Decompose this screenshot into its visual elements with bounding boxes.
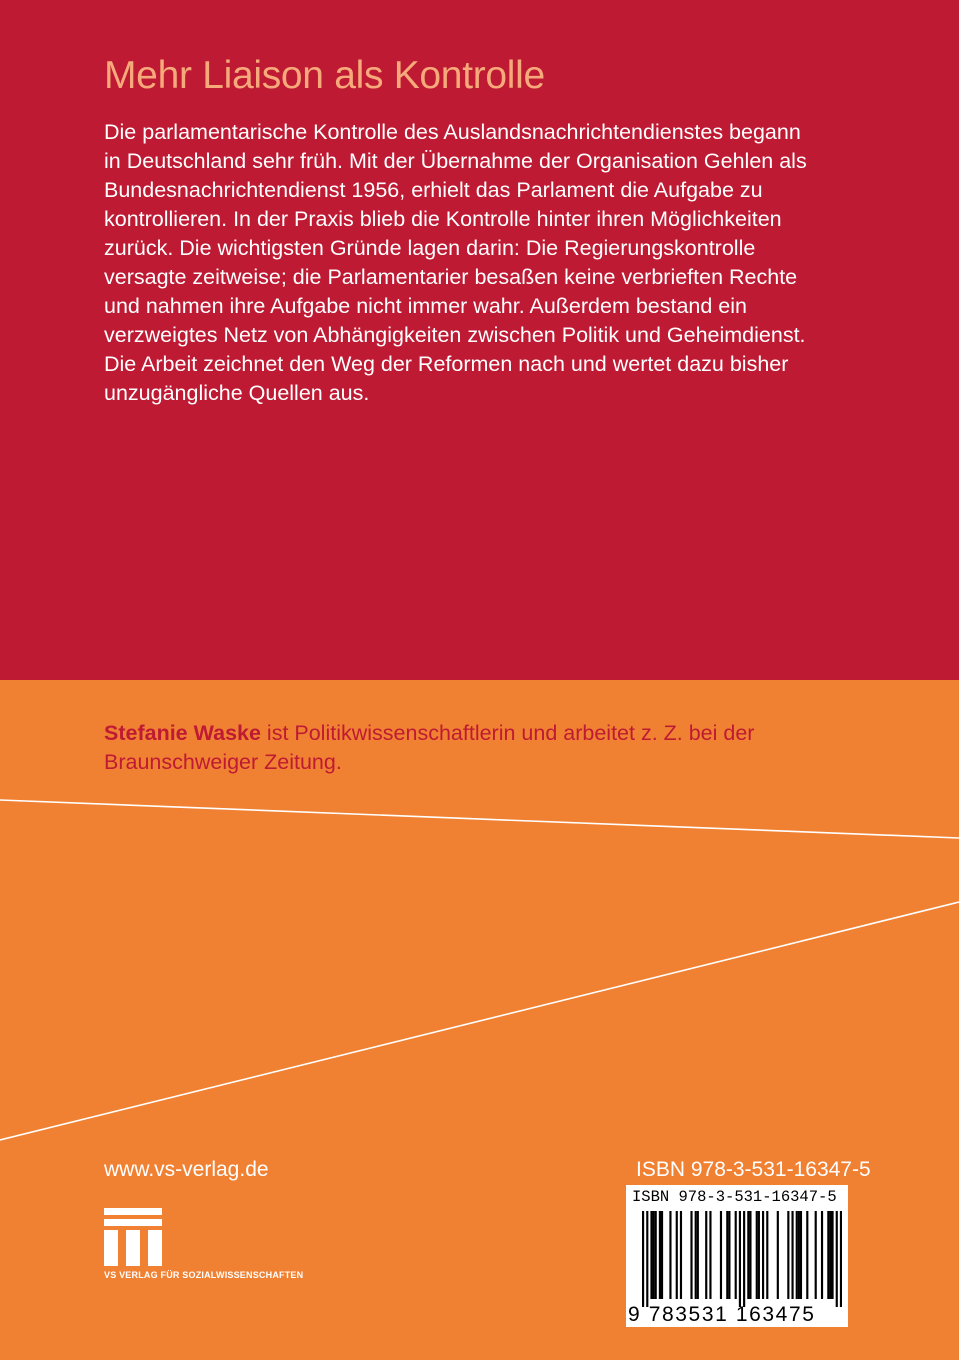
author-bio [104,719,884,777]
barcode-bar [743,1211,745,1307]
barcode-bar [798,1211,800,1299]
barcode-bar [669,1211,671,1299]
barcode-bar [747,1211,749,1299]
barcode-bar [735,1211,737,1299]
publisher-website: www.vs-verlag.de [104,1158,269,1181]
barcode-bar [709,1211,711,1299]
barcode-bar [642,1211,644,1307]
barcode-bar [840,1211,842,1307]
barcode-bar [655,1211,657,1299]
blurb-line: Bundesnachrichtendienst 1956, erhielt das Parlament die Aufgabe zu [104,178,763,202]
barcode-bar [762,1211,764,1299]
barcode-bar [758,1211,760,1299]
barcode-isbn-text: ISBN 978-3-531-16347-5 [632,1188,837,1206]
book-title: Mehr Liaison als Kontrolle [104,54,545,97]
barcode-bar [800,1211,802,1299]
blurb-line: und nahmen ihre Aufgabe nicht immer wahr. Außerdem bestand ein [104,294,747,318]
barcode-bar [720,1211,722,1299]
barcode-digits: 9 783531 163475 [628,1303,816,1326]
barcode-bar [749,1211,751,1299]
barcode [626,1185,848,1327]
blurb-line: verzweigtes Netz von Abhängigkeiten zwischen Politik und Geheimdienst. [104,323,806,347]
publisher-logo-icon [104,1208,162,1266]
blurb-line: zurück. Die wichtigsten Gründe lagen darin: Die Regierungskontrolle [104,236,756,260]
barcode-bar [827,1211,829,1299]
barcode-bar [646,1211,648,1307]
publisher-logo-text: VS VERLAG FÜR SOZIALWISSENSCHAFTEN [104,1270,304,1280]
blurb-line: Die parlamentarische Kontrolle des Auslandsnachrichtendienstes begann [104,120,801,144]
blurb-line: unzugängliche Quellen aus. [104,381,370,405]
barcode-bar [728,1211,730,1299]
barcode-bar [653,1211,655,1299]
author-bio-line: Braunschweiger Zeitung. [104,750,342,774]
barcode-bar [676,1211,678,1299]
barcode-bars-icon [642,1211,842,1307]
isbn-label: ISBN 978-3-531-16347-5 [636,1158,871,1181]
barcode-bar [726,1211,728,1299]
blurb-line: versagte zeitweise; die Parlamentarier besaßen keine verbrieften Rechte [104,265,798,289]
blurb [104,118,864,408]
barcode-bar [787,1211,789,1299]
author-bio-line [104,719,884,748]
barcode-bar [796,1211,798,1299]
barcode-bar [766,1211,768,1299]
barcode-bar [661,1211,663,1299]
barcode-bar [815,1211,817,1299]
barcode-bar [739,1211,741,1307]
barcode-bar [777,1211,779,1299]
barcode-bar [756,1211,758,1299]
blurb-line: in Deutschland sehr früh. Mit der Übernahme der Organisation Gehlen als [104,149,807,173]
barcode-bar [680,1211,682,1299]
barcode-bar [821,1211,823,1299]
barcode-bar [690,1211,692,1299]
barcode-bar [791,1211,793,1299]
blurb-line: Die Arbeit zeichnet den Weg der Reformen nach und wertet dazu bisher [104,352,789,376]
author-bio-text: ist Politikwissenschaftlerin und arbeitet z. Z. bei der [260,721,755,745]
blurb-line: kontrollieren. In der Praxis blieb die Kontrolle hinter ihren Möglichkeiten [104,207,782,231]
barcode-bar [705,1211,707,1299]
decorative-line-lower [0,902,959,1140]
barcode-bar [831,1211,833,1299]
barcode-bar [650,1211,652,1299]
decorative-line-upper [0,800,959,838]
barcode-bar [806,1211,808,1299]
author-name: Stefanie Waske [104,721,261,745]
barcode-bar [697,1211,699,1299]
barcode-bar [659,1211,661,1299]
publisher-logo [104,1208,303,1281]
barcode-bar [836,1211,838,1307]
barcode-bar [829,1211,831,1299]
barcode-bar [695,1211,697,1299]
